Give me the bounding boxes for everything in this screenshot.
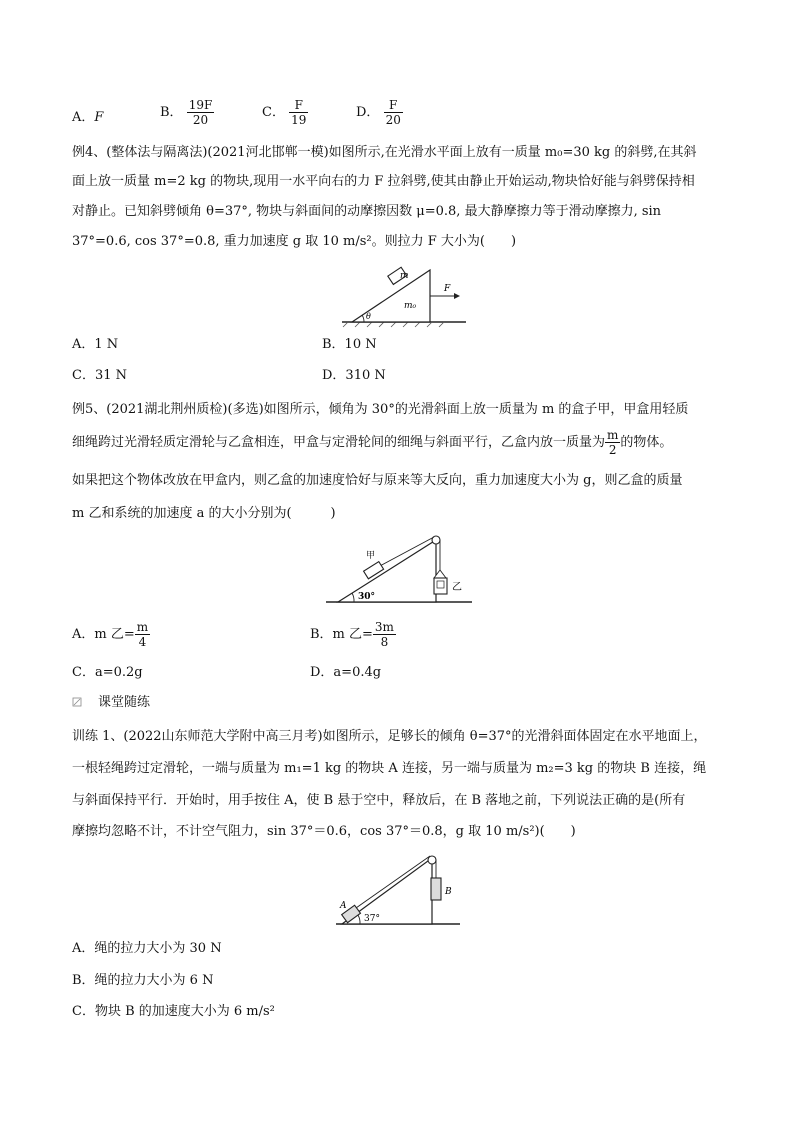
- fraction: $\frac{m}{4}$: [136, 620, 149, 649]
- train1-text-line: 一根轻绳跨过定滑轮，一端与质量为 m₁=1 kg 的物块 A 连接，另一端与质量为 m₂=3 kg 的物块 B 连接，绳: [72, 761, 707, 776]
- ex5-text-line: 如果把这个物体改放在甲盒内，则乙盒的加速度恰好与原来等大反向，重力加速度大小为 g，则乙盒的质量: [72, 473, 683, 488]
- fraction: $\frac{19F}{20}$: [188, 98, 213, 127]
- incline: [338, 540, 436, 602]
- fraction: $\frac{F}{20}$: [385, 98, 401, 127]
- arrow-head: [454, 293, 460, 299]
- ex4-text-line: 例4、(整体法与隔离法)(2021河北邯郸一模)如图所示,在光滑水平面上放有一质量 m₀=30 kg 的斜劈,在其斜: [72, 145, 697, 160]
- label-m: m: [400, 271, 409, 281]
- section-title: 课堂随练: [98, 695, 151, 710]
- option-label: C．: [262, 105, 285, 120]
- option-d-top: [356, 98, 403, 127]
- pulley: [428, 856, 436, 864]
- ex5-option-b: B．m 乙= $\frac{3m}{8}$: [310, 620, 394, 649]
- option-label: D．: [356, 105, 380, 120]
- label-theta: θ: [366, 312, 371, 321]
- train1-option-c: C．物块 B 的加速度大小为 6 m/s²: [72, 1004, 275, 1019]
- ex4-text-line: 面上放一质量 m=2 kg 的物块,现用一水平向右的力 F 拉斜劈,使其由静止开始运动,物块恰好能与斜劈保持相: [72, 174, 695, 189]
- ex5-option-c: C．a=0.2g: [72, 665, 143, 680]
- wedge-figure: [338, 258, 468, 328]
- option-a-top: [72, 108, 103, 128]
- ex4-option-a: A．1 N: [72, 337, 119, 352]
- ex4-text-line: 对静止。已知斜劈倾角 θ=37°, 物块与斜面间的动摩擦因数 μ=0.8, 最大静摩擦力等于滑动摩擦力, sin: [72, 204, 662, 219]
- option-c-top: [262, 98, 308, 127]
- train1-option-b: B．绳的拉力大小为 6 N: [72, 973, 214, 988]
- box-yi: [434, 578, 447, 594]
- ex5-text-line: 例5、(2021湖北荆州质检)(多选)如图所示，倾角为 30°的光滑斜面上放一质量为 m 的盒子甲，甲盒用轻质: [72, 402, 689, 417]
- ex5-text-line-2: 细绳跨过光滑轻质定滑轮与乙盒相连，甲盒与定滑轮间的细绳与斜面平行，乙盒内放一质量为 $\frac{m}{2}$ 的物体。: [72, 428, 673, 457]
- label-angle: 30°: [358, 592, 376, 602]
- ex5-text-line: m 乙和系统的加速度 a 的大小分别为( ): [72, 506, 336, 521]
- train1-text-line: 摩擦均忽略不计，不计空气阻力，sin 37°＝0.6，cos 37°＝0.8，g 取 10 m/s²)( ): [72, 824, 576, 839]
- label-jia: 甲: [366, 551, 376, 561]
- block-B: [431, 878, 441, 900]
- option-value: F: [94, 110, 104, 125]
- ex4-option-b: B．10 N: [322, 337, 377, 352]
- label-m0: m₀: [404, 301, 417, 311]
- train1-text-line: 与斜面保持平行．开始时，用手按住 A，使 B 悬于空中，释放后，在 B 落地之前，下列说法正确的是(所有: [72, 793, 686, 808]
- pulley-incline-figure: [324, 530, 474, 608]
- option-b-top: [160, 98, 214, 127]
- ex4-option-c: C．31 N: [72, 368, 127, 383]
- option-label: B．: [160, 105, 183, 120]
- label-F: F: [444, 284, 451, 294]
- ex4-option-d: D．310 N: [322, 368, 386, 383]
- fraction: $\frac{3m}{8}$: [374, 620, 394, 649]
- option-label: A．: [72, 110, 95, 125]
- ex4-text-line: 37°=0.6, cos 37°=0.8, 重力加速度 g 取 10 m/s²。则拉力 F 大小为( ): [72, 234, 517, 249]
- pencil-icon: [72, 697, 82, 707]
- train1-text-line: 训练 1、(2022山东师范大学附中高三月考)如图所示，足够长的倾角 θ=37°的光滑斜面体固定在水平地面上，: [72, 729, 707, 744]
- fraction: $\frac{m}{2}$: [607, 428, 619, 457]
- ex5-option-d: D．a=0.4g: [310, 665, 382, 680]
- train1-option-a: A．绳的拉力大小为 30 N: [72, 941, 222, 956]
- ground-hatching: [343, 322, 444, 327]
- fraction: $\frac{F}{19}$: [291, 98, 307, 127]
- label-yi: 乙: [452, 582, 462, 593]
- label-angle: 37°: [364, 914, 380, 924]
- train1-figure: [334, 850, 464, 930]
- label-B: B: [445, 887, 452, 897]
- ex5-option-a: A．m 乙= $\frac{m}{4}$: [72, 620, 149, 649]
- label-A: A: [340, 901, 347, 911]
